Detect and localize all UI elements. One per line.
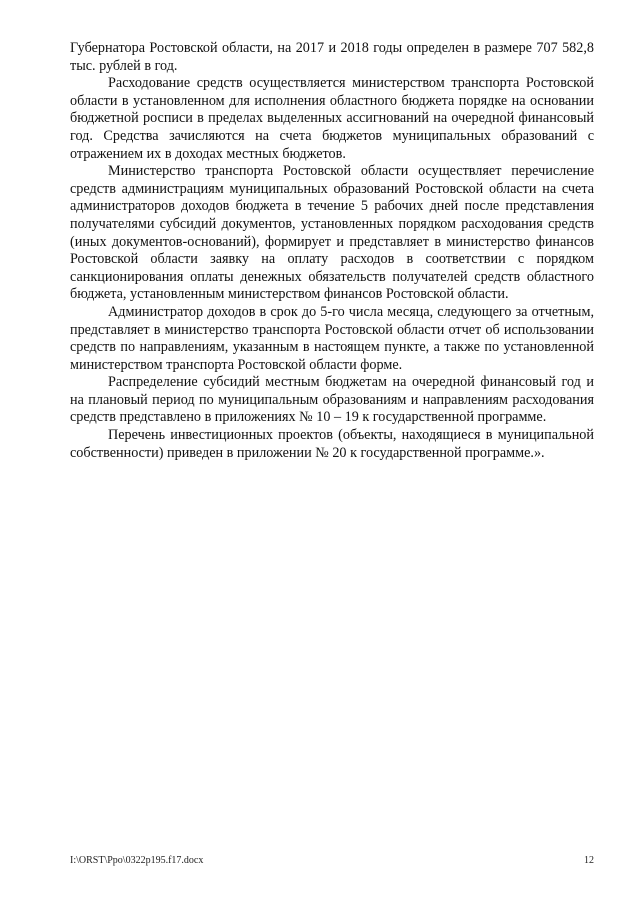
footer-page-number: 12 [584, 855, 594, 866]
footer-file-path: I:\ORST\Ppo\0322p195.f17.docx [70, 855, 204, 866]
paragraph-6: Перечень инвестиционных проектов (объекты, находящиеся в муниципальной собственности) приведен в приложении № 20 к государственной программе.». [70, 427, 594, 461]
paragraph-5: Распределение субсидий местным бюджетам на очередной финансовый год и на плановый период по муниципальным образованиям и направлениям расходования средств представлено в приложениях № 10 – 19 к государственной программе. [70, 374, 594, 426]
paragraph-1: Губернатора Ростовской области, на 2017 и 2018 годы определен в размере 707 582,8 тыс. рублей в год. [70, 40, 594, 74]
paragraph-4: Администратор доходов в срок до 5-го числа месяца, следующего за отчетным, представляет в министерство транспорта Ростовской области отчет об использовании средств по направлениям, указанным в настоящем пункте, а также по установленной министерством транспорта Ростовской области форме. [70, 303, 594, 373]
document-body [70, 40, 594, 462]
paragraph-3: Министерство транспорта Ростовской области осуществляет перечисление средств администрациям муниципальных образований Ростовской области на счета администраторов доходов бюджета в течение 5 рабочих дней после представления получателями субсидий документов, установленных порядком расходования средств (иных документов-оснований), формирует и представляет в министерство финансов Ростовской области заявку на оплату расходов в соответствии с порядком санкционирования оплаты денежных обязательств получателей средств областного бюджета, установленным министерством финансов Ростовской области. [70, 163, 594, 303]
paragraph-2: Расходование средств осуществляется министерством транспорта Ростовской области в установленном для исполнения областного бюджета порядке на основании бюджетной росписи в пределах выделенных ассигнований на очередной финансовый год. Средства зачисляются на счета бюджетов муниципальных образований с отражением их в доходах местных бюджетов. [70, 75, 594, 162]
